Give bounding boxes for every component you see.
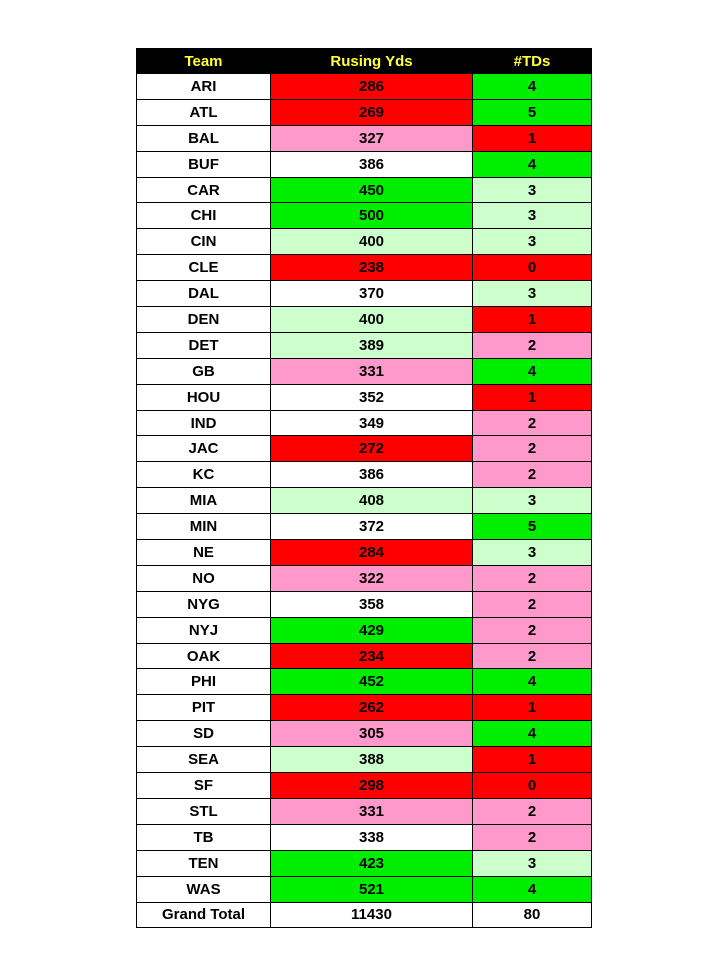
- cell-team: OAK: [137, 643, 271, 669]
- table-row: [137, 824, 592, 850]
- cell-tds: 4: [473, 151, 592, 177]
- cell-tds: 1: [473, 307, 592, 333]
- table-row: [137, 229, 592, 255]
- cell-rushing-yds: 352: [271, 384, 473, 410]
- cell-team: TB: [137, 824, 271, 850]
- cell-team: ATL: [137, 99, 271, 125]
- cell-team: KC: [137, 462, 271, 488]
- cell-team: CHI: [137, 203, 271, 229]
- grand-total-tds: 80: [473, 902, 592, 928]
- cell-tds: 3: [473, 203, 592, 229]
- table-body: [137, 74, 592, 928]
- cell-rushing-yds: 331: [271, 358, 473, 384]
- cell-tds: 4: [473, 721, 592, 747]
- cell-tds: 1: [473, 125, 592, 151]
- cell-rushing-yds: 389: [271, 332, 473, 358]
- cell-rushing-yds: 238: [271, 255, 473, 281]
- cell-tds: 4: [473, 669, 592, 695]
- table-row: [137, 643, 592, 669]
- cell-team: PHI: [137, 669, 271, 695]
- cell-team: SD: [137, 721, 271, 747]
- cell-tds: 4: [473, 876, 592, 902]
- cell-tds: 2: [473, 798, 592, 824]
- table-row: [137, 436, 592, 462]
- cell-rushing-yds: 338: [271, 824, 473, 850]
- header-rushing-yds: Rusing Yds: [271, 49, 473, 74]
- rushing-stats-table: [136, 48, 592, 928]
- table-row: [137, 773, 592, 799]
- table-row: [137, 591, 592, 617]
- cell-rushing-yds: 521: [271, 876, 473, 902]
- cell-rushing-yds: 452: [271, 669, 473, 695]
- cell-team: JAC: [137, 436, 271, 462]
- cell-tds: 1: [473, 384, 592, 410]
- grand-total-label: Grand Total: [137, 902, 271, 928]
- cell-team: NYG: [137, 591, 271, 617]
- cell-team: SF: [137, 773, 271, 799]
- grand-total-row: [137, 902, 592, 928]
- cell-tds: 0: [473, 255, 592, 281]
- table-row: [137, 99, 592, 125]
- cell-tds: 2: [473, 591, 592, 617]
- cell-rushing-yds: 331: [271, 798, 473, 824]
- cell-tds: 2: [473, 436, 592, 462]
- table-row: [137, 358, 592, 384]
- table-row: [137, 617, 592, 643]
- cell-rushing-yds: 286: [271, 74, 473, 100]
- cell-team: CAR: [137, 177, 271, 203]
- cell-team: PIT: [137, 695, 271, 721]
- cell-tds: 5: [473, 99, 592, 125]
- table-row: [137, 203, 592, 229]
- table-row: [137, 151, 592, 177]
- table-row: [137, 307, 592, 333]
- cell-team: MIN: [137, 514, 271, 540]
- cell-team: DEN: [137, 307, 271, 333]
- cell-rushing-yds: 408: [271, 488, 473, 514]
- cell-rushing-yds: 269: [271, 99, 473, 125]
- cell-tds: 5: [473, 514, 592, 540]
- table-row: [137, 255, 592, 281]
- cell-tds: 2: [473, 824, 592, 850]
- cell-tds: 2: [473, 643, 592, 669]
- cell-rushing-yds: 358: [271, 591, 473, 617]
- cell-rushing-yds: 322: [271, 565, 473, 591]
- cell-team: BUF: [137, 151, 271, 177]
- table-row: [137, 721, 592, 747]
- cell-tds: 4: [473, 358, 592, 384]
- cell-tds: 2: [473, 617, 592, 643]
- cell-team: TEN: [137, 850, 271, 876]
- cell-rushing-yds: 388: [271, 747, 473, 773]
- cell-team: SEA: [137, 747, 271, 773]
- cell-rushing-yds: 500: [271, 203, 473, 229]
- table-row: [137, 332, 592, 358]
- cell-tds: 3: [473, 229, 592, 255]
- cell-rushing-yds: 298: [271, 773, 473, 799]
- cell-rushing-yds: 372: [271, 514, 473, 540]
- table-row: [137, 410, 592, 436]
- cell-team: ARI: [137, 74, 271, 100]
- cell-tds: 2: [473, 462, 592, 488]
- cell-tds: 2: [473, 565, 592, 591]
- table-row: [137, 565, 592, 591]
- cell-tds: 3: [473, 281, 592, 307]
- cell-team: BAL: [137, 125, 271, 151]
- header-tds: #TDs: [473, 49, 592, 74]
- table-row: [137, 850, 592, 876]
- header-row: [137, 49, 592, 74]
- table-row: [137, 669, 592, 695]
- table-row: [137, 876, 592, 902]
- cell-rushing-yds: 305: [271, 721, 473, 747]
- cell-team: CLE: [137, 255, 271, 281]
- cell-tds: 2: [473, 332, 592, 358]
- cell-team: NO: [137, 565, 271, 591]
- cell-team: CIN: [137, 229, 271, 255]
- cell-team: STL: [137, 798, 271, 824]
- cell-rushing-yds: 272: [271, 436, 473, 462]
- cell-rushing-yds: 349: [271, 410, 473, 436]
- table-row: [137, 514, 592, 540]
- cell-team: NE: [137, 540, 271, 566]
- cell-rushing-yds: 400: [271, 229, 473, 255]
- cell-team: NYJ: [137, 617, 271, 643]
- cell-team: WAS: [137, 876, 271, 902]
- cell-team: GB: [137, 358, 271, 384]
- cell-rushing-yds: 400: [271, 307, 473, 333]
- table-row: [137, 177, 592, 203]
- cell-tds: 3: [473, 540, 592, 566]
- cell-rushing-yds: 423: [271, 850, 473, 876]
- cell-tds: 4: [473, 74, 592, 100]
- cell-tds: 3: [473, 488, 592, 514]
- cell-rushing-yds: 429: [271, 617, 473, 643]
- cell-tds: 3: [473, 850, 592, 876]
- cell-team: IND: [137, 410, 271, 436]
- cell-tds: 1: [473, 695, 592, 721]
- table-row: [137, 540, 592, 566]
- cell-rushing-yds: 262: [271, 695, 473, 721]
- cell-team: HOU: [137, 384, 271, 410]
- cell-tds: 2: [473, 410, 592, 436]
- cell-rushing-yds: 370: [271, 281, 473, 307]
- cell-rushing-yds: 284: [271, 540, 473, 566]
- cell-team: DAL: [137, 281, 271, 307]
- table-row: [137, 747, 592, 773]
- cell-tds: 3: [473, 177, 592, 203]
- cell-rushing-yds: 386: [271, 462, 473, 488]
- table-header: [137, 49, 592, 74]
- table-row: [137, 74, 592, 100]
- table-row: [137, 798, 592, 824]
- cell-tds: 0: [473, 773, 592, 799]
- table-row: [137, 384, 592, 410]
- cell-rushing-yds: 450: [271, 177, 473, 203]
- cell-rushing-yds: 327: [271, 125, 473, 151]
- table-row: [137, 695, 592, 721]
- table-row: [137, 125, 592, 151]
- grand-total-yds: 11430: [271, 902, 473, 928]
- cell-rushing-yds: 234: [271, 643, 473, 669]
- cell-team: MIA: [137, 488, 271, 514]
- header-team: Team: [137, 49, 271, 74]
- cell-team: DET: [137, 332, 271, 358]
- cell-tds: 1: [473, 747, 592, 773]
- table-row: [137, 488, 592, 514]
- table-row: [137, 281, 592, 307]
- cell-rushing-yds: 386: [271, 151, 473, 177]
- table-row: [137, 462, 592, 488]
